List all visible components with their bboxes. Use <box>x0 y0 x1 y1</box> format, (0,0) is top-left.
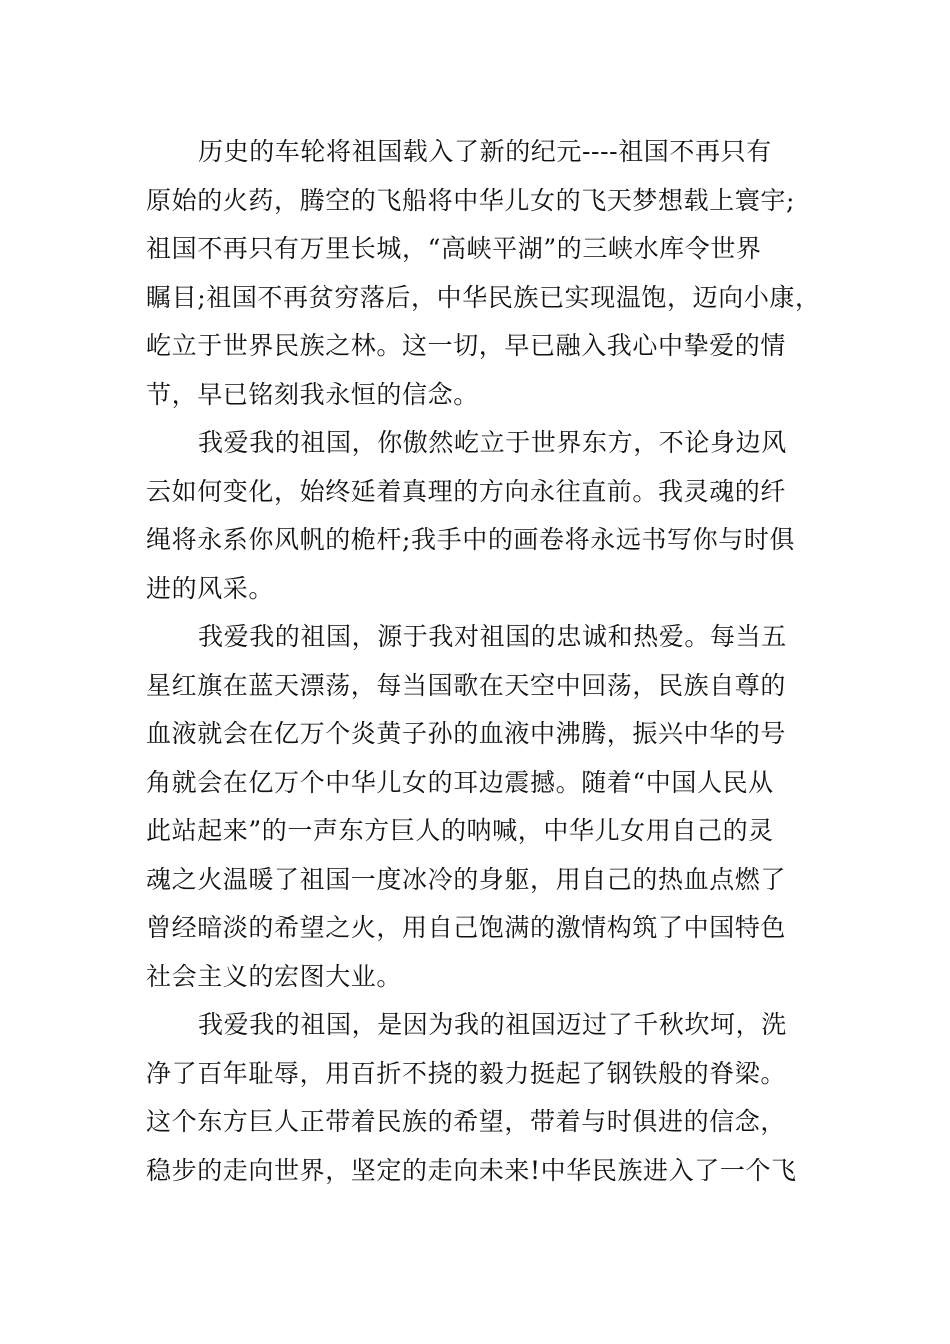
text-line: 稳步的走向世界，坚定的走向未来!中华民族进入了一个飞 <box>146 1155 797 1185</box>
text-line: 净了百年耻辱，用百折不挠的毅力挺起了钢铁般的脊梁。 <box>146 1058 787 1088</box>
text-line: 瞩目;祖国不再贫穷落后，中华民族已实现温饱，迈向小康， <box>146 282 821 312</box>
text-line: 原始的火药，腾空的飞船将中华儿女的飞天梦想载上寰宇; <box>146 185 796 215</box>
paragraph-2 <box>146 419 811 613</box>
text-line: 进的风采。 <box>146 573 275 603</box>
text-line: 祖国不再只有万里长城，“高峡平湖”的三峡水库令世界 <box>146 234 762 263</box>
document-body <box>146 128 821 1195</box>
paragraph-4 <box>146 1001 811 1195</box>
text-line: 节，早已铭刻我永恒的信念。 <box>146 379 479 409</box>
text-line: 我爱我的祖国，源于我对祖国的忠诚和热爱。每当五 <box>198 622 787 651</box>
text-line: 云如何变化，始终延着真理的方向永往直前。我灵魂的纤 <box>146 476 787 506</box>
text-line: 社会主义的宏图大业。 <box>146 961 403 991</box>
text-line: 我爱我的祖国，是因为我的祖国迈过了千秋坎坷，洗 <box>198 1010 787 1039</box>
text-line: 我爱我的祖国，你傲然屹立于世界东方，不论身边风 <box>198 428 787 457</box>
text-line: 此站起来”的一声东方巨人的呐喊，中华儿女用自己的灵 <box>146 816 774 845</box>
text-line: 星红旗在蓝天漂荡，每当国歌在天空中回荡，民族自尊的 <box>146 670 787 700</box>
text-line: 角就会在亿万个中华儿女的耳边震撼。随着“中国人民从 <box>146 767 774 797</box>
text-line: 历史的车轮将祖国载入了新的纪元----祖国不再只有 <box>198 137 772 166</box>
text-line: 曾经暗淡的希望之火，用自己饱满的激情构筑了中国特色 <box>146 913 787 942</box>
text-line: 绳将永系你风帆的桅杆;我手中的画卷将永远书写你与时俱 <box>146 525 796 554</box>
paragraph-3 <box>146 613 811 1001</box>
paragraph-1 <box>146 128 821 419</box>
text-line: 魂之火温暖了祖国一度冰冷的身躯，用自己的热血点燃了 <box>146 864 787 894</box>
text-line: 屹立于世界民族之林。这一切，早已融入我心中挚爱的情 <box>146 331 787 360</box>
text-line: 血液就会在亿万个炎黄子孙的血液中沸腾，振兴中华的号 <box>146 719 787 748</box>
text-line: 这个东方巨人正带着民族的希望，带着与时俱进的信念， <box>146 1107 787 1136</box>
